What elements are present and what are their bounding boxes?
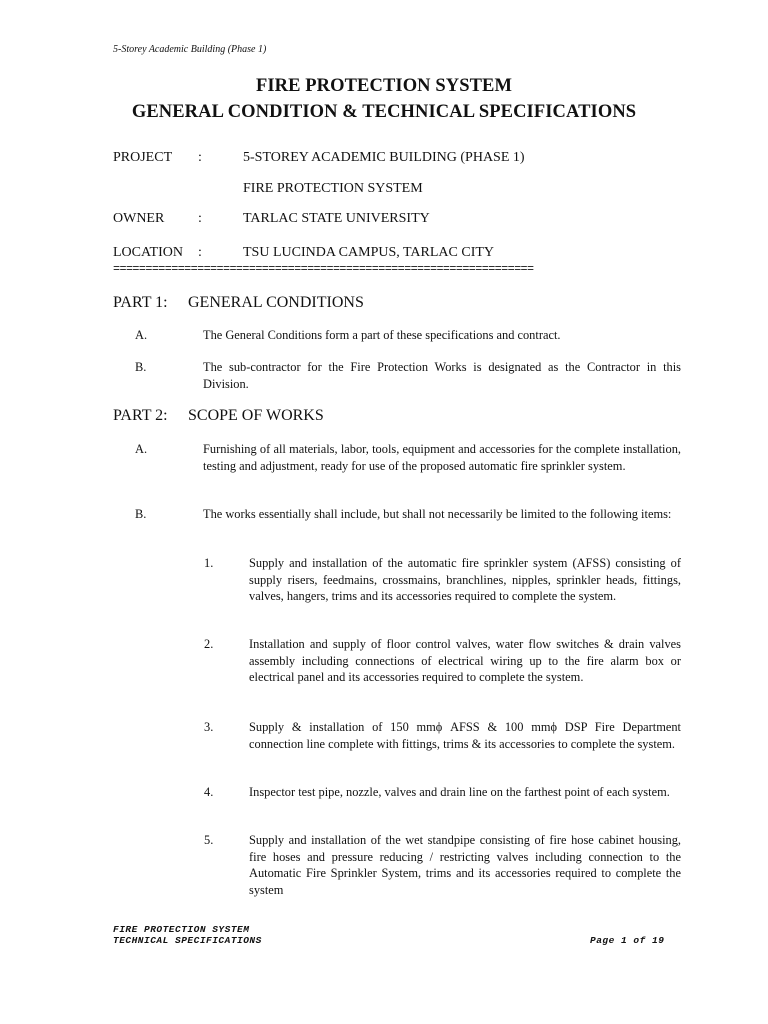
subitem-text: Inspector test pipe, nozzle, valves and drain line on the farthest point of each system. xyxy=(249,785,670,799)
document-title-line2: GENERAL CONDITION & TECHNICAL SPECIFICATIONS xyxy=(131,102,637,122)
location-label: LOCATION xyxy=(113,245,183,260)
project-value: 5-STOREY ACADEMIC BUILDING (PHASE 1) xyxy=(243,150,525,165)
footer-line1: FIRE PROTECTION SYSTEM xyxy=(113,924,250,935)
item-text: The works essentially shall include, but shall not necessarily be limited to the following items: xyxy=(203,507,672,521)
subitem-number: 4. xyxy=(204,785,214,799)
item-letter: B. xyxy=(135,507,147,521)
item-text: The sub-contractor for the Fire Protection Works is designated as the Contractor in this Division. xyxy=(203,360,681,391)
footer-line2: TECHNICAL SPECIFICATIONS xyxy=(113,935,262,946)
owner-row xyxy=(0,211,768,231)
item-letter: A. xyxy=(135,328,148,342)
location-value: TSU LUCINDA CAMPUS, TARLAC CITY xyxy=(243,245,495,260)
item-letter: B. xyxy=(135,360,147,374)
item-text: The General Conditions form a part of these specifications and contract. xyxy=(203,328,561,342)
running-header: 5-Storey Academic Building (Phase 1) xyxy=(113,44,267,55)
subitem-text: Supply and installation of the wet standpipe consisting of fire hose cabinet housing, fire hoses and pressure reducing / restricting valves including connection to the Automatic Fire Sprinkler System, trims and its accessories required to complete the system xyxy=(249,833,681,897)
subitem-number: 3. xyxy=(204,720,214,734)
page-number: Page 1 of 19 xyxy=(590,935,665,946)
colon: : xyxy=(198,245,202,260)
subitem-number: 5. xyxy=(204,833,214,847)
section-divider: ================================================================= xyxy=(113,262,534,276)
project-row xyxy=(0,150,768,170)
subitem-number: 2. xyxy=(204,637,214,651)
owner-value: TARLAC STATE UNIVERSITY xyxy=(243,211,430,226)
item-letter: A. xyxy=(135,442,148,456)
colon: : xyxy=(198,150,202,165)
part2-number: PART 2: xyxy=(113,407,168,424)
part1-title: GENERAL CONDITIONS xyxy=(188,294,364,311)
project-label: PROJECT xyxy=(113,150,173,165)
owner-label: OWNER xyxy=(113,211,165,226)
subitem-text: Supply and installation of the automatic fire sprinkler system (AFSS) consisting of supply risers, feedmains, crossmains, branchlines, nipples, sprinkler heads, fittings, valves, hangers, trims and its accessories required to complete the system. xyxy=(249,556,681,603)
colon: : xyxy=(198,211,202,226)
subitem-number: 1. xyxy=(204,556,214,570)
part2-heading xyxy=(113,407,324,425)
item-text: Furnishing of all materials, labor, tools, equipment and accessories for the complete installation, testing and adjustment, ready for use of the proposed automatic fire sprinkler system. xyxy=(203,442,681,473)
part2-title: SCOPE OF WORKS xyxy=(188,407,324,424)
project-value-2: FIRE PROTECTION SYSTEM xyxy=(243,181,423,196)
part1-heading xyxy=(113,294,364,312)
part1-number: PART 1: xyxy=(113,294,168,311)
subitem-text: Installation and supply of floor control valves, water flow switches & drain valves assembly including connections of electrical wiring up to the fire alarm box or electrical panel and its accessories required to complete the system. xyxy=(249,637,681,684)
project-row-2 xyxy=(0,181,768,201)
subitem-text: Supply & installation of 150 mmϕ AFSS & 100 mmϕ DSP Fire Department connection line complete with fittings, trims & its accessories to complete the system. xyxy=(249,720,681,751)
document-title-line1: FIRE PROTECTION SYSTEM xyxy=(255,76,513,96)
